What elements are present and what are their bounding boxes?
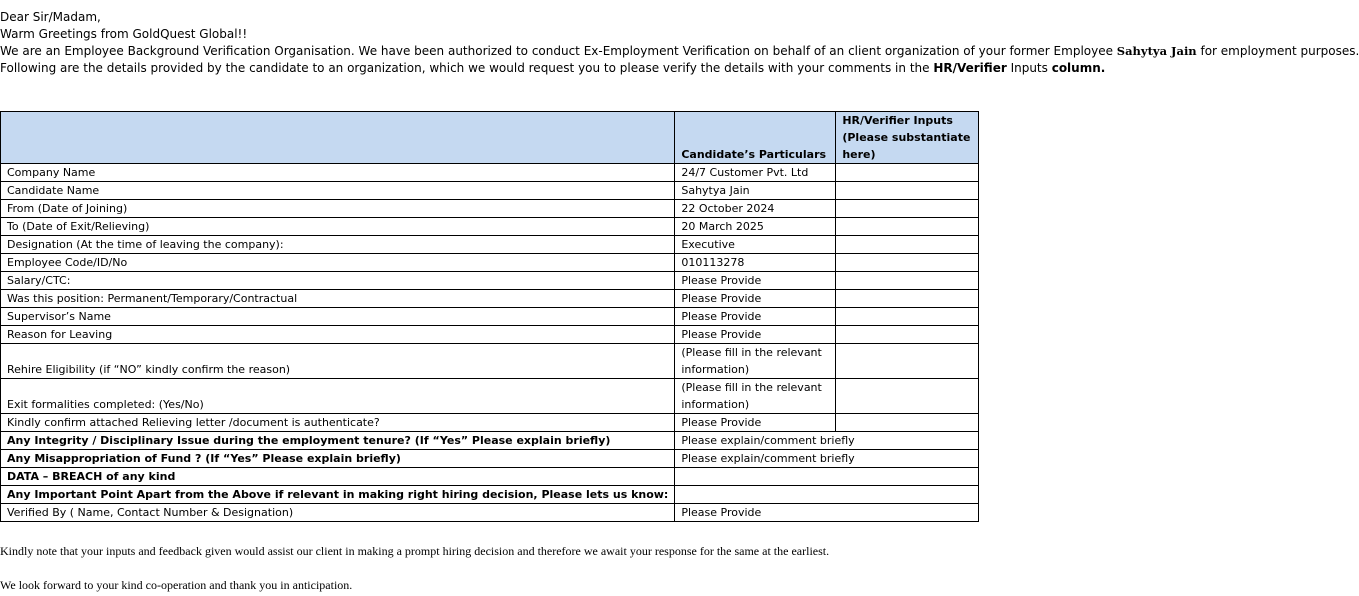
row-value: Please Provide — [675, 290, 836, 308]
row-label: Salary/CTC: — [1, 272, 675, 290]
row-value[interactable]: Please explain/comment briefly — [675, 432, 979, 450]
row-verifier-input[interactable] — [836, 272, 979, 290]
table-row — [1, 326, 979, 344]
intro-paragraph-2 — [0, 60, 1359, 77]
row-label: Kindly confirm attached Relieving letter /document is authenticate? — [1, 414, 675, 432]
row-label: Rehire Eligibility (if “NO” kindly confirm the reason) — [1, 344, 675, 379]
letter-intro — [0, 9, 1359, 77]
table-row — [1, 468, 979, 486]
row-label: From (Date of Joining) — [1, 200, 675, 218]
row-label: Verified By ( Name, Contact Number & Designation) — [1, 504, 675, 522]
intro-p2-bold-column: column. — [1051, 61, 1106, 75]
row-verifier-input[interactable] — [836, 344, 979, 379]
header-candidate-particulars: Candidate’s Particulars — [675, 112, 836, 164]
row-value: Please Provide — [675, 414, 836, 432]
row-label: Was this position: Permanent/Temporary/Contractual — [1, 290, 675, 308]
row-label: Candidate Name — [1, 182, 675, 200]
table-row — [1, 254, 979, 272]
row-value[interactable]: Please Provide — [675, 504, 979, 522]
row-value: (Please fill in the relevant information) — [675, 379, 836, 414]
row-value[interactable] — [675, 468, 979, 486]
row-verifier-input[interactable] — [836, 200, 979, 218]
row-label: Any Integrity / Disciplinary Issue during the employment tenure? (If “Yes” Please explain briefly) — [1, 432, 675, 450]
row-label: Reason for Leaving — [1, 326, 675, 344]
employee-name: Sahytya Jain — [1116, 44, 1197, 58]
header-label-cell — [1, 112, 675, 164]
row-value: 24/7 Customer Pvt. Ltd — [675, 164, 836, 182]
row-verifier-input[interactable] — [836, 414, 979, 432]
intro-p1-text-pre: We are an Employee Background Verification Organisation. We have been authorized to conduct Ex-Employment Verification on behalf of an client organization of your former Employee — [0, 44, 1117, 58]
row-verifier-input[interactable] — [836, 379, 979, 414]
table-row — [1, 200, 979, 218]
row-value: 22 October 2024 — [675, 200, 836, 218]
row-label: Any Misappropriation of Fund ? (If “Yes” Please explain briefly) — [1, 450, 675, 468]
row-label: Supervisor’s Name — [1, 308, 675, 326]
row-label: DATA – BREACH of any kind — [1, 468, 675, 486]
row-value: 010113278 — [675, 254, 836, 272]
closing-thanks: We look forward to your kind co-operation and thank you in anticipation. — [0, 578, 353, 592]
table-row — [1, 182, 979, 200]
table-row — [1, 344, 979, 379]
intro-paragraph-1 — [0, 43, 1359, 60]
header-hr-verifier-inputs: HR/Verifier Inputs (Please substantiate here) — [836, 112, 979, 164]
row-verifier-input[interactable] — [836, 236, 979, 254]
salutation: Dear Sir/Madam, — [0, 10, 101, 24]
row-value: Sahytya Jain — [675, 182, 836, 200]
row-verifier-input[interactable] — [836, 308, 979, 326]
row-verifier-input[interactable] — [836, 218, 979, 236]
row-verifier-input[interactable] — [836, 326, 979, 344]
row-value: Please Provide — [675, 326, 836, 344]
table-row — [1, 272, 979, 290]
table-row — [1, 308, 979, 326]
row-value: 20 March 2025 — [675, 218, 836, 236]
greeting: Warm Greetings from GoldQuest Global!! — [0, 27, 248, 41]
row-value[interactable]: Please explain/comment briefly — [675, 450, 979, 468]
row-label: To (Date of Exit/Relieving) — [1, 218, 675, 236]
row-verifier-input[interactable] — [836, 164, 979, 182]
table-row — [1, 414, 979, 432]
table-row — [1, 236, 979, 254]
row-value: Please Provide — [675, 308, 836, 326]
row-value: Please Provide — [675, 272, 836, 290]
intro-p2-text-mid: Inputs — [1006, 61, 1052, 75]
table-row — [1, 379, 979, 414]
row-label: Employee Code/ID/No — [1, 254, 675, 272]
closing-note: Kindly note that your inputs and feedback given would assist our client in making a prompt hiring decision and therefore we await your response for the same at the earliest. — [0, 544, 830, 558]
table-row — [1, 164, 979, 182]
row-verifier-input[interactable] — [836, 290, 979, 308]
table-header-row — [1, 112, 979, 164]
intro-p2-bold-hr-verifier: HR/Verifier — [933, 61, 1007, 75]
row-label: Any Important Point Apart from the Above if relevant in making right hiring decision, Please lets us know: — [1, 486, 675, 504]
intro-p1-text-post: for employment purposes. — [1196, 44, 1359, 58]
verification-table — [0, 111, 979, 522]
row-label: Designation (At the time of leaving the company): — [1, 236, 675, 254]
intro-p2-text-pre: Following are the details provided by the candidate to an organization, which we would request you to please verify the details with your comments in the — [0, 61, 934, 75]
table-row — [1, 504, 979, 522]
row-value: Executive — [675, 236, 836, 254]
row-label: Exit formalities completed: (Yes/No) — [1, 379, 675, 414]
table-row — [1, 290, 979, 308]
table-row — [1, 486, 979, 504]
table-row — [1, 432, 979, 450]
table-row — [1, 218, 979, 236]
row-value: (Please fill in the relevant information) — [675, 344, 836, 379]
row-value[interactable] — [675, 486, 979, 504]
table-row — [1, 450, 979, 468]
row-verifier-input[interactable] — [836, 254, 979, 272]
row-verifier-input[interactable] — [836, 182, 979, 200]
row-label: Company Name — [1, 164, 675, 182]
